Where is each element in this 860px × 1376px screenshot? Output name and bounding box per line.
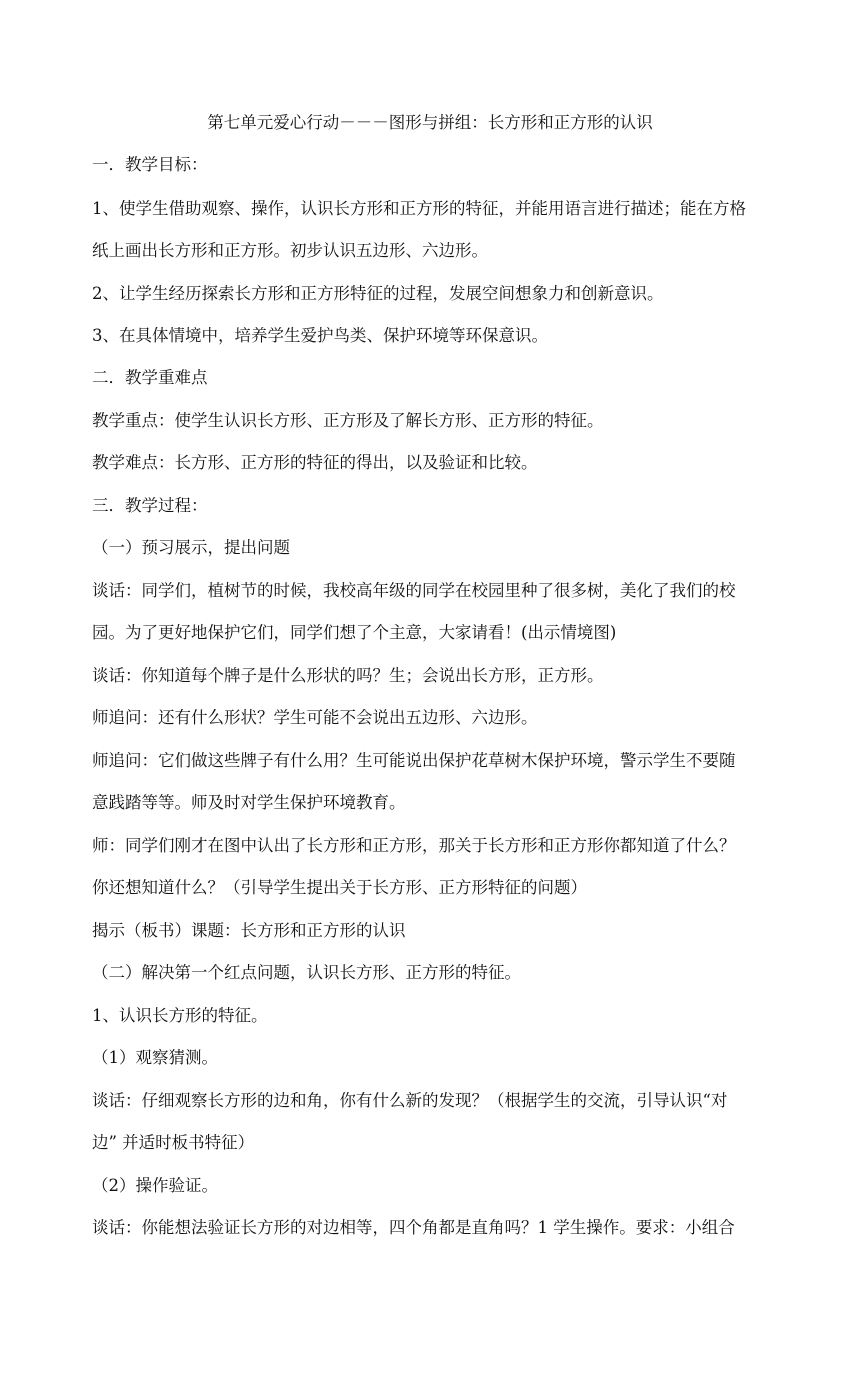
document-title: 第七单元爱心行动－－－图形与拼组：长方形和正方形的认识 xyxy=(207,113,653,132)
paragraph-line: 3、在具体情境中，培养学生爱护鸟类、保护环境等环保意识。 xyxy=(92,326,548,345)
section-heading-key-points: 二．教学重难点 xyxy=(92,368,208,387)
paragraph-line: （1）观察猜测。 xyxy=(92,1048,218,1067)
paragraph-line: 意践踏等等。师及时对学生保护环境教育。 xyxy=(92,793,406,812)
paragraph-line: 师追问：还有什么形状？学生可能不会说出五边形、六边形。 xyxy=(92,708,538,727)
paragraph-line: 谈话：你能想法验证长方形的对边相等，四个角都是直角吗？1 学生操作。要求：小组合 xyxy=(92,1218,735,1237)
subsection-heading: （二）解决第一个红点问题，认识长方形、正方形的特征。 xyxy=(92,963,521,982)
paragraph-line: 你还想知道什么？（引导学生提出关于长方形、正方形特征的问题） xyxy=(92,878,587,897)
paragraph-line: 1、使学生借助观察、操作，认识长方形和正方形的特征，并能用语言进行描述；能在方格 xyxy=(92,199,746,218)
paragraph-line: 师追问：它们做这些牌子有什么用？生可能说出保护花草树木保护环境，警示学生不要随 xyxy=(92,751,736,770)
section-heading-objectives: 一．教学目标： xyxy=(92,155,208,174)
paragraph-line: 教学重点：使学生认识长方形、正方形及了解长方形、正方形的特征。 xyxy=(92,411,604,430)
paragraph-line: 园。为了更好地保护它们，同学们想了个主意，大家请看！(出示情境图) xyxy=(92,623,617,642)
paragraph-line: 纸上画出长方形和正方形。初步认识五边形、六边形。 xyxy=(92,241,488,260)
paragraph-line: 1、认识长方形的特征。 xyxy=(92,1006,268,1025)
paragraph-line: 揭示（板书）课题：长方形和正方形的认识 xyxy=(92,921,406,940)
paragraph-line: 谈话：同学们，植树节的时候，我校高年级的同学在校园里种了很多树，美化了我们的校 xyxy=(92,581,736,600)
paragraph-line: 谈话：仔细观察长方形的边和角，你有什么新的发现？（根据学生的交流，引导认识“对 xyxy=(92,1091,728,1110)
paragraph-line: 谈话：你知道每个牌子是什么形状的吗？生；会说出长方形，正方形。 xyxy=(92,666,604,685)
subsection-heading: （一）预习展示，提出问题 xyxy=(92,538,290,557)
section-heading-process: 三．教学过程： xyxy=(92,496,208,515)
paragraph-line: 边” 并适时板书特征） xyxy=(92,1133,255,1152)
paragraph-line: 教学难点：长方形、正方形的特征的得出，以及验证和比较。 xyxy=(92,453,538,472)
paragraph-line: 师：同学们刚才在图中认出了长方形和正方形，那关于长方形和正方形你都知道了什么？ xyxy=(92,836,736,855)
paragraph-line: 2、让学生经历探索长方形和正方形特征的过程，发展空间想象力和创新意识。 xyxy=(92,284,664,303)
paragraph-line: （2）操作验证。 xyxy=(92,1176,218,1195)
